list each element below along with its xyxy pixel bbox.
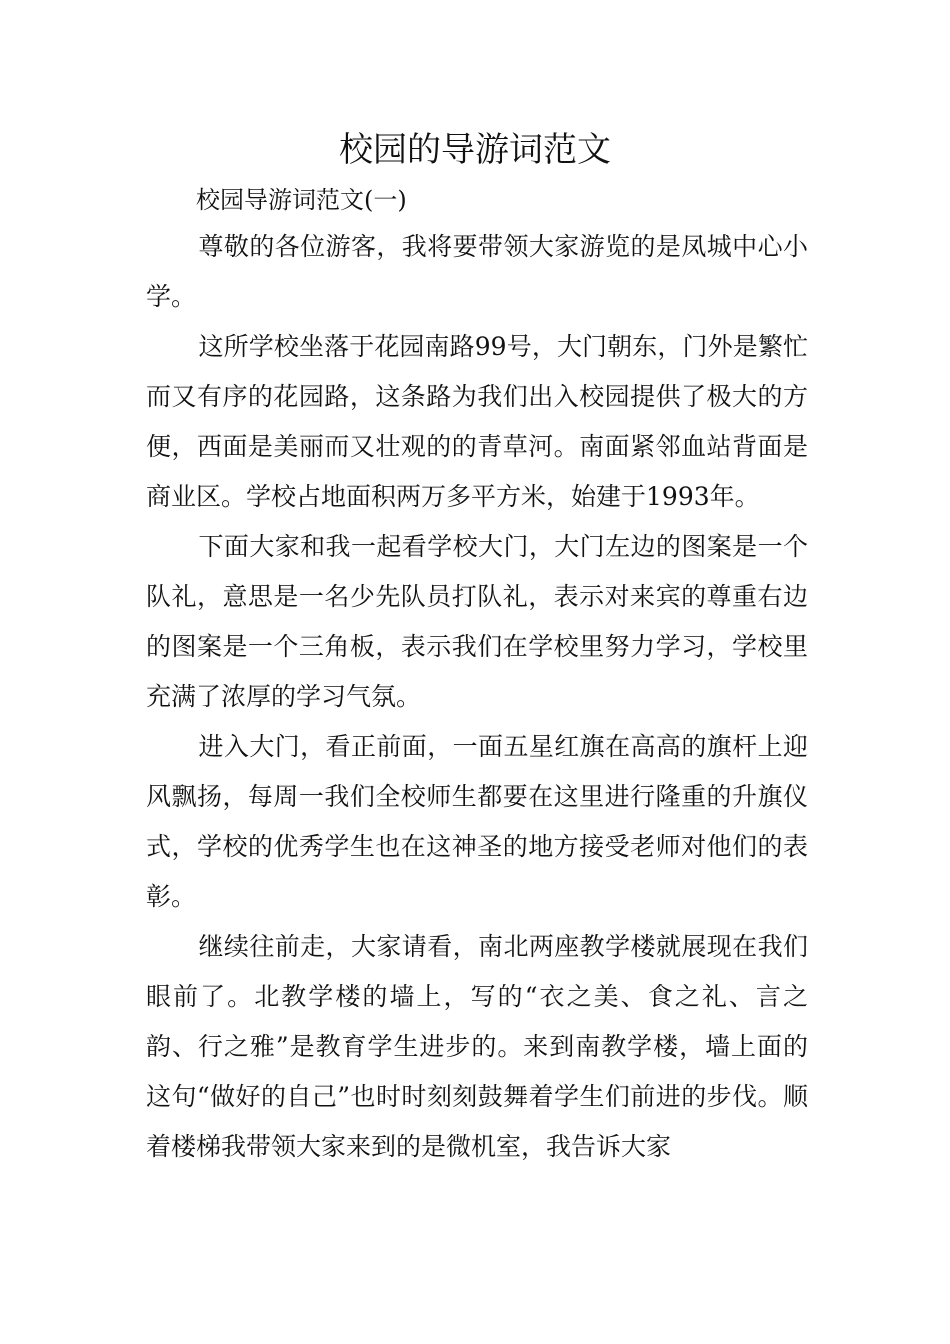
paragraph-2: 这所学校坐落于花园南路99号，大门朝东，门外是繁忙而又有序的花园路，这条路为我们出入校园提供了极大的方便，西面是美丽而又壮观的的青草河。南面紧邻血站背面是商业区。学校占地面积两万多平方米，始建于1993年。 (146, 332, 808, 511)
paragraph-4: 进入大门，看正前面，一面五星红旗在高高的旗杆上迎风飘扬，每周一我们全校师生都要在这里进行隆重的升旗仪式，学校的优秀学生也在这神圣的地方接受老师对他们的表彰。 (146, 732, 808, 911)
document-subtitle: 校园导游词范文(一) (196, 186, 407, 214)
document-title: 校园的导游词范文 (339, 130, 611, 170)
document-body (146, 222, 808, 1172)
paragraph-5: 继续往前走，大家请看，南北两座教学楼就展现在我们眼前了。北教学楼的墙上，写的“衣之美、食之礼、言之韵、行之雅”是教育学生进步的。来到南教学楼，墙上面的这句“做好的自己”也时时刻刻鼓舞着学生们前进的步伐。顺着楼梯我带领大家来到的是微机室，我告诉大家 (146, 932, 808, 1161)
paragraph-3: 下面大家和我一起看学校大门，大门左边的图案是一个队礼，意思是一名少先队员打队礼，表示对来宾的尊重右边的图案是一个三角板，表示我们在学校里努力学习，学校里充满了浓厚的学习气氛。 (146, 532, 808, 711)
paragraph-1: 尊敬的各位游客，我将要带领大家游览的是凤城中心小学。 (146, 232, 808, 311)
